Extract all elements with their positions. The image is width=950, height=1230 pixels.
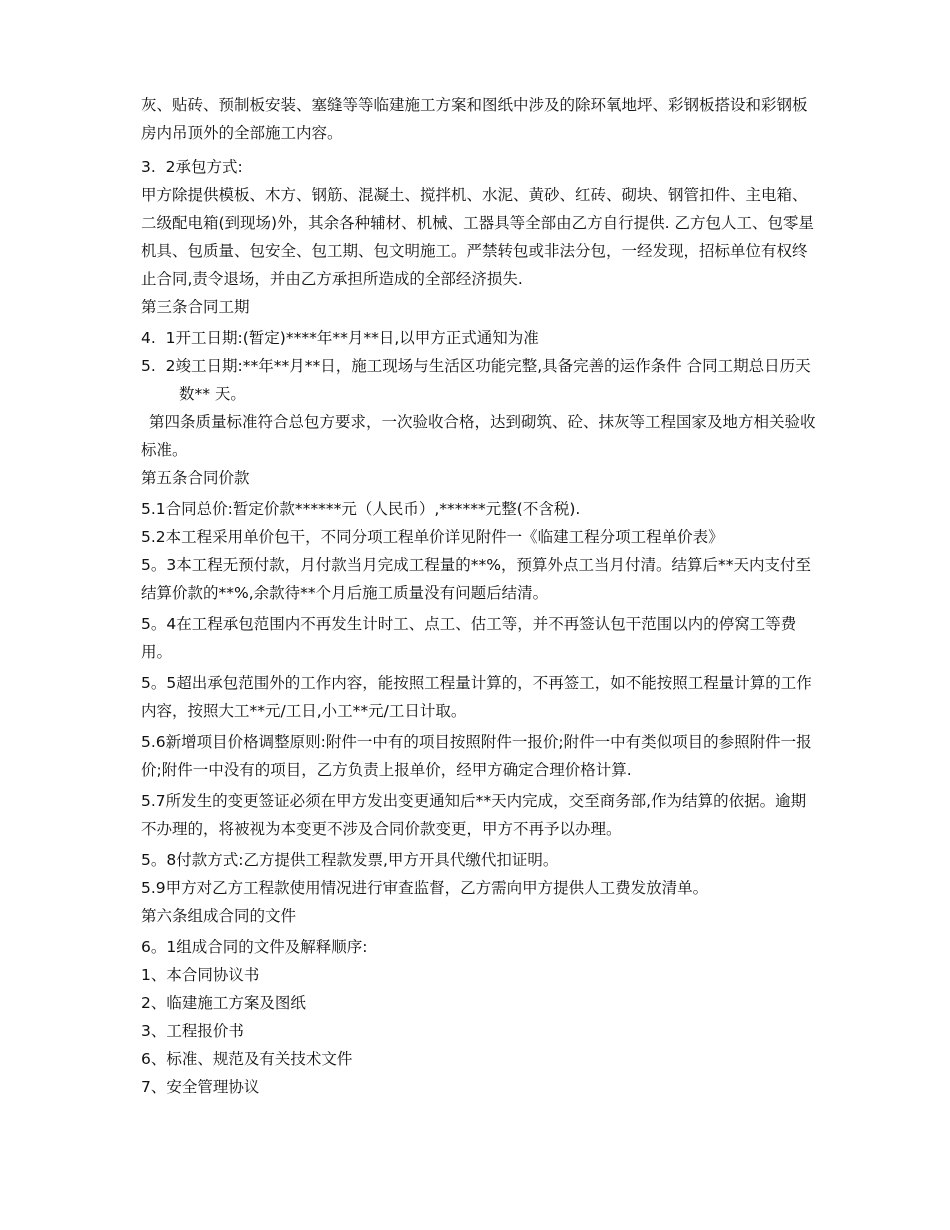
section-heading-article-6: 第六条组成合同的文件	[141, 907, 297, 925]
clause-5-5-out-of-scope: 5。5超出承包范围外的工作内容，能按照工程量计算的，不再签工，如不能按照工程量计算的工作内容，按照大工**元/工日,小工**元/工日计取。	[141, 674, 812, 720]
clause-5-6-new-items: 5.6新增项目价格调整原则:附件一中有的项目按照附件一报价;附件一中有类似项目的参照附件一报价;附件一中没有的项目，乙方负责上报单价，经甲方确定合理价格计算.	[141, 733, 812, 779]
clause-5-8-payment-method: 5。8付款方式:乙方提供工程款发票,甲方开具代缴代扣证明。	[141, 851, 559, 869]
section-heading-article-3: 第三条合同工期	[141, 298, 250, 316]
section-article-4-quality: 第四条质量标准符合总包方要求，一次验收合格，达到砌筑、砼、抹灰等工程国家及地方相关验收标准。	[141, 413, 816, 459]
clause-5-9-supervision: 5.9甲方对乙方工程款使用情况进行审查监督，乙方需向甲方提供人工费发放清单。	[141, 879, 709, 897]
document-list-item: 3、工程报价书	[141, 1022, 244, 1040]
paragraph-scope-continued: 灰、贴砖、预制板安装、塞缝等等临建施工方案和图纸中涉及的除环氧地坪、彩钢板搭设和彩钢板房内吊顶外的全部施工内容。	[141, 96, 808, 142]
clause-6-1-documents: 6。1组成合同的文件及解释顺序:	[141, 938, 368, 956]
clause-5-1-total-price: 5.1合同总价:暂定价款******元（人民币）,******元整(不含税).	[141, 500, 581, 518]
clause-5-2-completion-date: 5. 2竣工日期:**年**月**日，施工现场与生活区功能完整,具备完善的运作条件 合同工期总日历天数** 天。	[141, 357, 811, 403]
clause-4-1-start-date: 4. 1开工日期:(暂定)****年**月**日,以甲方正式通知为准	[141, 329, 539, 347]
document-list-item: 6、标准、规范及有关技术文件	[141, 1050, 353, 1068]
clause-5-3-payment: 5。3本工程无预付款，月付款当月完成工程量的**%，预算外点工当月付清。结算后**天内支付至结算价款的**%,余款待**个月后施工质量没有问题后结清。	[141, 556, 811, 602]
document-list-item: 2、临建施工方案及图纸	[141, 994, 306, 1012]
document-list-item: 1、本合同协议书	[141, 966, 260, 984]
clause-3-2-heading: 3. 2承包方式:	[141, 158, 243, 176]
paragraph-contract-mode: 甲方除提供模板、木方、钢筋、混凝土、搅拌机、水泥、黄砂、红砖、砌块、钢管扣件、主电箱、二级配电箱(到现场)外，其余各种辅材、机械、工器具等全部由乙方自行提供. 乙方包人工、包零星机具、包质量、包安全、包工期、包文明施工。严禁转包或非法分包，一经发现，招标单位有权终止合同,责令退场，并由乙方承担所造成的全部经济损失.	[141, 186, 814, 288]
section-heading-article-5: 第五条合同价款	[141, 469, 250, 487]
document-list-item: 7、安全管理协议	[141, 1078, 260, 1096]
clause-5-4-no-extra: 5。4在工程承包范围内不再发生计时工、点工、估工等，并不再签认包干范围以内的停窝工等费用。	[141, 615, 797, 661]
clause-5-2-unit-price: 5.2本工程采用单价包干，不同分项工程单价详见附件一《临建工程分项工程单价表》	[141, 528, 724, 546]
clause-5-7-change-visa: 5.7所发生的变更签证必须在甲方发出变更通知后**天内完成，交至商务部,作为结算的依据。逾期不办理的，将被视为本变更不涉及合同价款变更，甲方不再予以办理。	[141, 792, 807, 838]
